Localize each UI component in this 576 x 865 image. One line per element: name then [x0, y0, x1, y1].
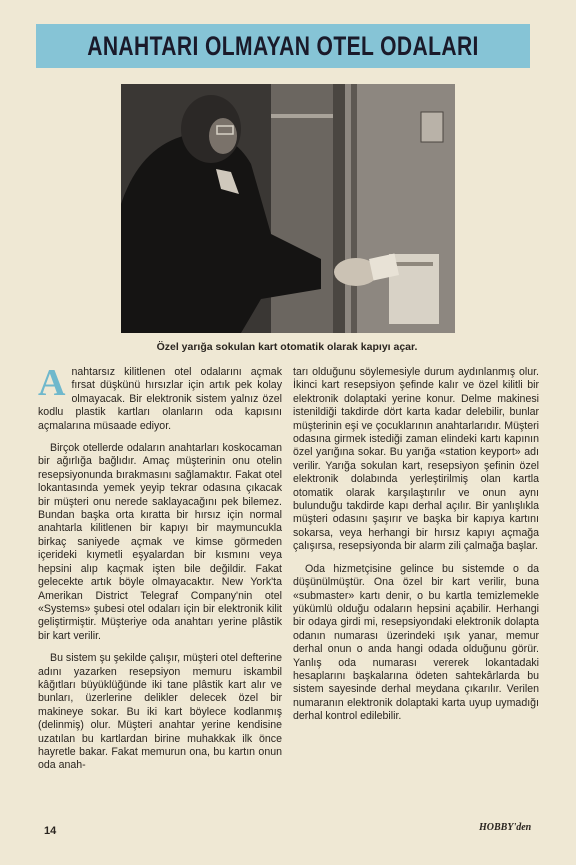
article-paragraph: tarı olduğunu söylemesiyle durum aydınlanmış olur. İkinci kart resepsiyon şefinde kalır ve özel kilitli bir elektronik dolaptaki yerine konur. Delme makinesi istenildiği takdirde dört karta kadar delebilir, bunlar müşterinin eşi ve çocuklarının anahtarlarıdır. Müşteri odasına girmek istediği zaman elindeki kartı kapının özel yarığına sokar. Bu yarığa «station keyport» adı verilir. Yarığa sokulan kart, resepsiyon şefinin özel elektronik dolabında yerleştirilmiş olan kartla otomatik olarak karşılaştırılır ve onun aynı bulunduğu takdirde kapı derhal açılır. Bir yanlışlıkla müşteri odasını şaşırır ve başka bir kapıya kartını sokarsa, veya herhangi bir hırsız kapıyı açmağa çalışırsa, resepsiyonda bir alarm zili çalmağa başlar. [293, 366, 539, 553]
article-paragraph: Birçok otellerde odaların anahtarları koskocaman bir ağırlığa bağlıdır. Amaç müşterinin onu otelin resepsiyonunda bırakmasını sağlamaktır. Fakat otel lokantasında yemek yeyip tekrar odasına çıkacak bir müşteri onu nerede saklayacağını pek bilemez. Bundan başka orta kıratta bir hırsız için normal anahtarla kilitlenen bir kapıyı bir maymuncukla birkaç saniyede açmak ve kimse görmeden içerideki kıymetli eşyalardan bir kısmını veya hepsini alıp kaçmak işten bile değildir. Fakat gelecekte artık böyle olmayacaktır. New York'ta Amerikan District Telegraf Company'nin otel «Systems» şubesi otel odaları için bir elektronik kilit geliştirmiştir. Müşteriye oda anahtarı yerine plâstik bir kart verilir. [38, 442, 282, 642]
headline-banner [36, 24, 530, 68]
page-number: 14 [44, 825, 57, 837]
drop-cap: A [38, 362, 66, 404]
article-column-right [293, 366, 539, 733]
article-paragraph: nahtarsız kilitlenen otel odalarını açmak fırsat düşkünü hırsızlar için artık pek kolay olmayacak. Bir elektronik sistem yalnız özel kodlu plastik kartları olanların oda kapısını açmalarına müsaade ediyor. [38, 366, 282, 432]
photo-caption: Özel yarığa sokulan kart otomatik olarak kapıyı açar. [156, 341, 418, 353]
photo-illustration [121, 84, 455, 333]
headline: ANAHTARI OLMAYAN OTEL ODALARI [87, 30, 479, 61]
source-credit: HOBBY'den [479, 822, 532, 833]
article-paragraph: Oda hizmetçisine gelince bu sistemde o da düşünülmüştür. Ona özel bir kart verilir, buna «submaster» kartı denir, o bu kartla temizlemekle yükümlü olduğu odaların hepsini açabilir. Herhangi bir odaya girdi mi, resepsiyondaki elektronik dolapta odanın numarası üzerindeki ışık yanar, memur derhal onun o anda hangi odada olduğunu görür. Yanlış oda numarası vererek lokantadaki hesaplarını başkalarına ödeten sahtekârlarda bu sistem sayesinde derhal meydana çıkarılır. Verilen numaranın elektronik dolaptaki karta uyup uymadığı derhal kontrol edilebilir. [293, 562, 539, 723]
article-photo [121, 84, 455, 333]
article-column-left [38, 362, 282, 782]
article-paragraph: Bu sistem şu şekilde çalışır, müşteri otel defterine adını yazarken resepsiyon memuru iskambil kâğıtları büyüklüğünde iki tane plâstik kart alır ve bunları, üzerlerine delikler delecek özel bir makineye sokar. Bu iki kart böylece kodlanmış (delinmiş) olur. Müşteri anahtar yerine kendisine uzatılan bu kartlardan birine muhakkak ilk önce hayretle bakar. Fakat memurun ona, bu kartın onun oda anah- [38, 652, 282, 772]
